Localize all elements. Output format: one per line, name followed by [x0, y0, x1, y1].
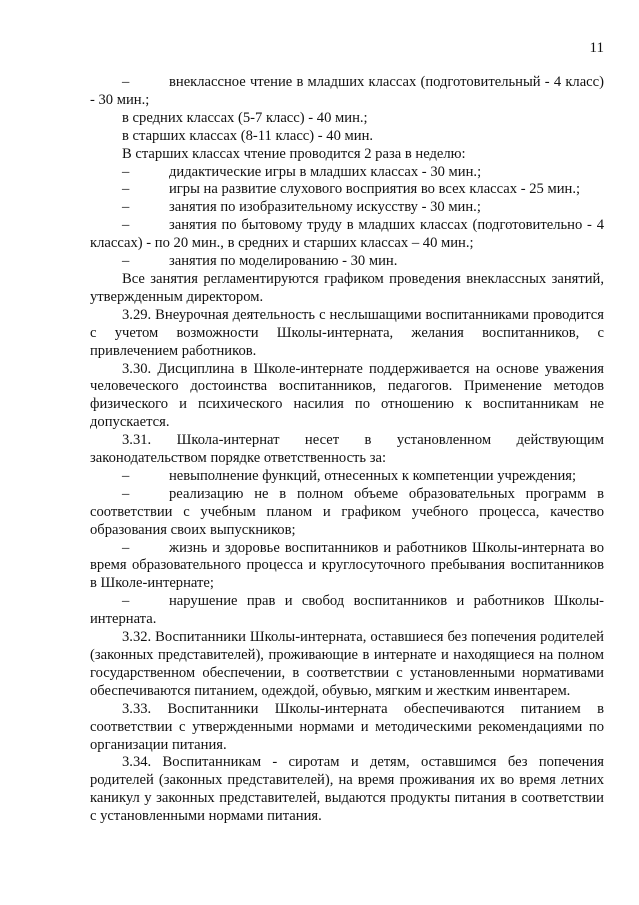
list-dash: – — [122, 217, 130, 234]
list-item-text: реализацию не в полном объеме образовательных программ в соответствии с учебным планом и графиком учебного процесса, качество образования своих выпускников; — [90, 485, 604, 538]
paragraph: в средних классах (5-7 класс) - 40 мин.; — [122, 109, 368, 126]
paragraph: Все занятия регламентируются графиком проведения внеклассных занятий, утвержденным директором. — [90, 270, 604, 305]
list-item-text: нарушение прав и свобод воспитанников и работников Школы-интерната. — [90, 593, 604, 628]
list-dash: – — [122, 163, 130, 180]
list-item-text: занятия по изобразительному искусству - 30 мин.; — [169, 199, 481, 216]
list-dash: – — [122, 181, 130, 198]
list-item — [90, 217, 604, 253]
list-item-text: занятия по бытовому труду в младших классах (подготовительно - 4 классах) - по 20 мин., в средних и старших классах – 40 мин.; — [90, 217, 604, 252]
list-item — [90, 74, 604, 110]
list-dash: – — [122, 467, 130, 484]
list-item-text: внеклассное чтение в младших классах (подготовительный - 4 класс) - 30 мин.; — [90, 74, 604, 108]
list-item-text: жизнь и здоровье воспитанников и работников Школы-интерната во время образовательного процесса и круглосуточного пребывания воспитанников в Школе-интернате; — [90, 539, 604, 592]
paragraph: В старших классах чтение проводится 2 раза в неделю: — [122, 145, 466, 162]
list-item — [90, 540, 604, 594]
paragraph: 3.30. Дисциплина в Школе-интернате поддерживается на основе уважения человеческого достоинства воспитанников, педагогов. Применение методов физического и психического насилия по отношению к воспитанникам не допускается. — [90, 360, 604, 431]
list-dash: – — [122, 74, 130, 90]
list-item — [90, 593, 604, 629]
list-item — [122, 181, 604, 199]
paragraph: в старших классах (8-11 класс) - 40 мин. — [122, 127, 374, 144]
list-item-text: невыполнение функций, отнесенных к компетенции учреждения; — [169, 467, 577, 484]
list-dash: – — [122, 539, 130, 556]
list-dash: – — [122, 485, 130, 502]
document-body — [90, 74, 604, 826]
list-item — [122, 199, 604, 217]
paragraph: 3.31. Школа-интернат несет в установленном действующим законодательством порядке ответственность за: — [90, 432, 604, 467]
list-item-text: игры на развитие слухового восприятия во всех классах - 25 мин.; — [169, 181, 581, 198]
list-dash: – — [122, 199, 130, 216]
page-number: 11 — [589, 40, 604, 56]
list-item-text: дидактические игры в младших классах - 30 мин.; — [169, 163, 482, 180]
list-item — [122, 468, 604, 486]
list-item-text: занятия по моделированию - 30 мин. — [169, 253, 398, 270]
paragraph: 3.29. Внеурочная деятельность с неслышащими воспитанниками проводится с учетом возможности Школы-интерната, желания воспитанников, с привлечением работников. — [90, 306, 604, 359]
list-dash: – — [122, 253, 130, 270]
paragraph: 3.32. Воспитанники Школы-интерната, оставшиеся без попечения родителей (законных представителей), проживающие в интернате и находящиеся на полном государственном обеспечении, в соответствии с установленными нормативами обеспечиваются питанием, одеждой, обувью, мягким и жестким инвентарем. — [90, 629, 604, 699]
list-item — [122, 253, 604, 271]
list-item — [90, 486, 604, 540]
list-dash: – — [122, 593, 130, 610]
paragraph: 3.33. Воспитанники Школы-интерната обеспечиваются питанием в соответствии с утвержденными нормами и методическими рекомендациями по организации питания. — [90, 700, 604, 753]
list-item — [122, 164, 604, 182]
paragraph: 3.34. Воспитанникам - сиротам и детям, оставшимся без попечения родителей (законных представителей), на время проживания их во время летних каникул у законных представителей, выдаются продукты питания в соответствии с установленными нормами питания. — [90, 754, 604, 825]
